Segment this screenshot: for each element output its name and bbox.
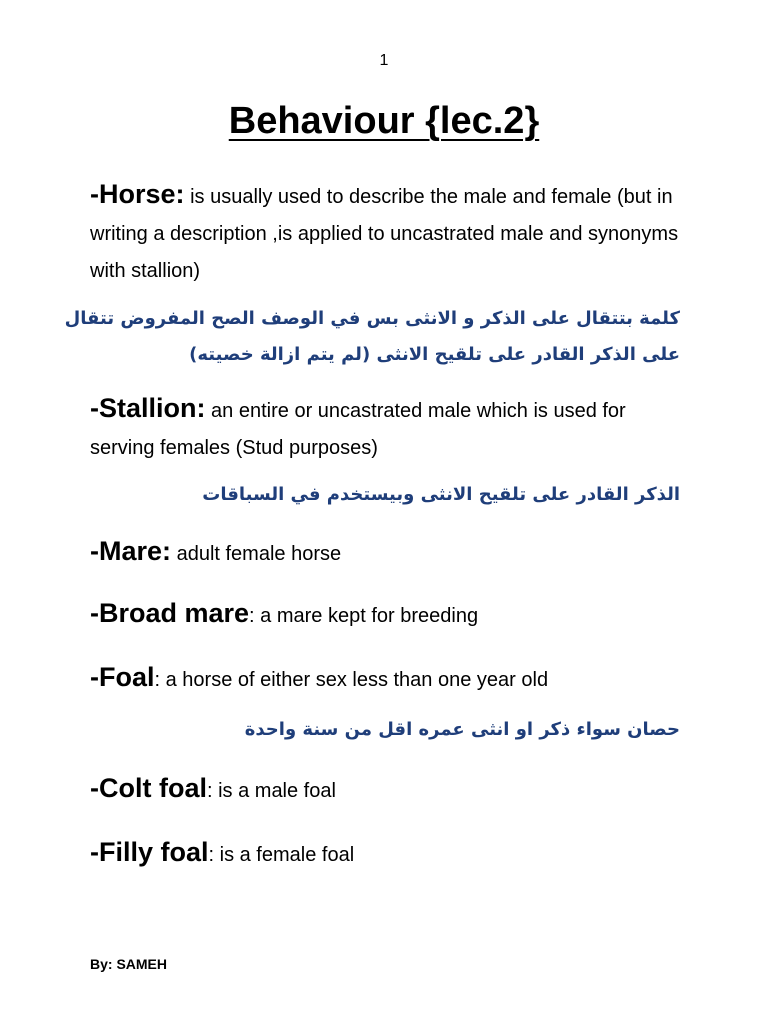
definition-mare: adult female horse <box>171 543 342 565</box>
definition-filly-foal: : is a female foal <box>208 844 355 866</box>
entry-stallion <box>90 390 690 467</box>
definition-horse: is usually used to describe the male and female (but in writing a description ,is applied to uncastrated male and synonyms with stallion) <box>90 186 679 282</box>
definition-foal: : a horse of either sex less than one year old <box>154 669 549 691</box>
term-colt-foal: -Colt foal <box>90 773 207 803</box>
page-number: 1 <box>379 52 389 69</box>
entry-mare <box>90 533 690 573</box>
term-horse: -Horse: <box>90 179 185 209</box>
entry-filly-foal <box>90 834 690 874</box>
definition-stallion: an entire or uncastrated male which is used for serving females (Stud purposes) <box>90 400 626 459</box>
entry-broad-mare <box>90 595 690 635</box>
page-title <box>0 100 768 143</box>
footer-author: By: SAMEH <box>90 956 168 972</box>
term-broad-mare: -Broad mare <box>90 598 250 628</box>
arabic-horse: كلمة بتتقال على الذكر و الانثى بس في الوصف الصح المفروض تتقال على الذكر القادر على تلقيح الانثى (لم يتم ازالة خصيته) <box>64 308 680 365</box>
definition-colt-foal: : is a male foal <box>206 780 336 802</box>
entry-foal <box>90 659 690 699</box>
entry-colt-foal <box>90 770 690 810</box>
arabic-stallion: الذكر القادر على تلقيح الانثى وبيستخدم في السباقات <box>202 484 680 505</box>
term-mare: -Mare: <box>90 536 172 566</box>
arabic-foal: حصان سواء ذكر او انثى عمره اقل من سنة واحدة <box>244 719 680 740</box>
term-filly-foal: -Filly foal <box>90 837 209 867</box>
term-foal: -Foal <box>90 662 155 692</box>
term-stallion: -Stallion: <box>90 393 206 423</box>
definition-broad-mare: : a mare kept for breeding <box>249 605 479 627</box>
entry-horse <box>90 176 690 290</box>
page-title-text: Behaviour {lec.2} <box>228 100 540 142</box>
